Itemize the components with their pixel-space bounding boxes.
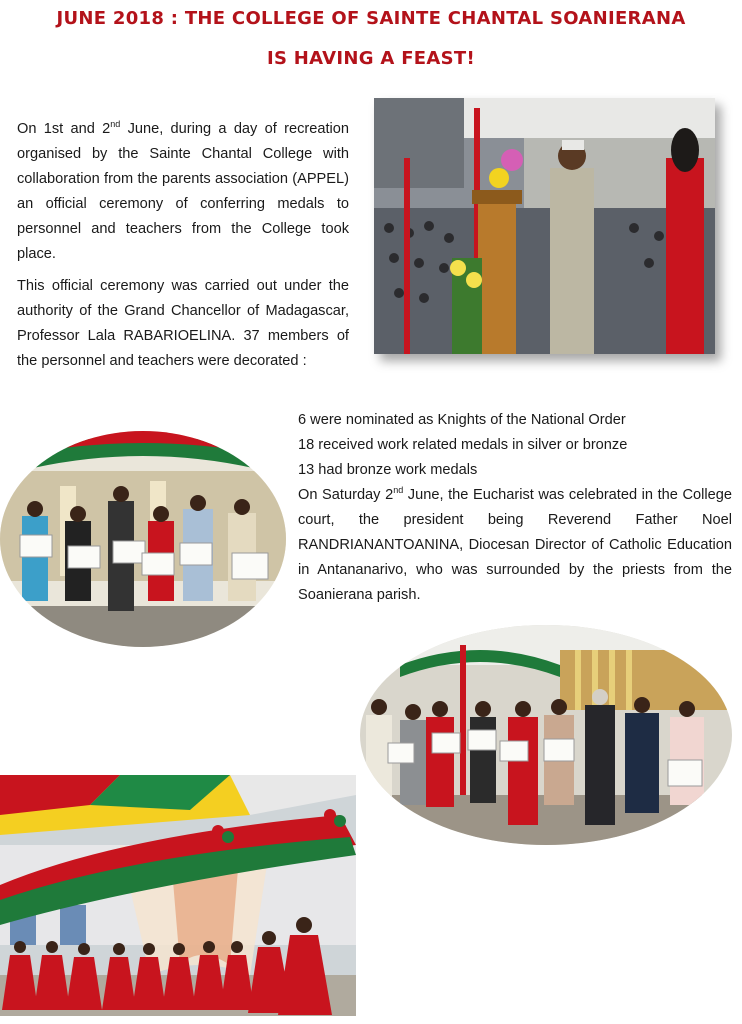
staff-group-scene	[360, 625, 732, 845]
dance-scene	[0, 775, 356, 1016]
intro-paragraph	[17, 117, 349, 267]
list-item: 6 were nominated as Knights of the National Order	[298, 412, 626, 428]
ceremony-paragraph: This official ceremony was carried out under the authority of the Grand Chancellor of Madagascar, Professor Lala RABARIOELINA. 37 members of the personnel and teachers were decorated :	[17, 278, 349, 369]
intro-text-start: On 1st and 2	[17, 121, 111, 137]
certificate-group-scene	[0, 431, 286, 647]
intro-text-end: June, during a day of recreation organised by the Sainte Chantal College with collaboration from the parents association (APPEL) an official ceremony of conferring medals to personnel and teachers from the College took place.	[17, 121, 349, 262]
eucharist-superscript: nd	[393, 485, 404, 496]
list-item: 18 received work related medals in silver or bronze	[298, 437, 628, 453]
intro-superscript: nd	[110, 119, 121, 130]
medals-list	[298, 408, 738, 483]
photo-dance-performance	[0, 775, 356, 1016]
podium-scene	[374, 98, 715, 354]
eucharist-text-end: June, the Eucharist was celebrated in the College court, the president being Reverend Father Noel RANDRIANANTOANINA, Diocesan Director of Catholic Education in Antananarivo, who was surrounded by the priests from the Soanierana parish.	[298, 487, 733, 603]
photo-certificate-group	[0, 431, 286, 647]
eucharist-paragraph	[298, 483, 732, 608]
photo-podium-speech	[374, 98, 715, 354]
photo-staff-group	[360, 625, 732, 845]
title-line-1: JUNE 2018 : THE COLLEGE OF SAINTE CHANTAL SOANIERANA	[56, 8, 686, 29]
list-item: 13 had bronze work medals	[298, 462, 478, 478]
title-line-2: IS HAVING A FEAST!	[266, 48, 475, 69]
eucharist-text-start: On Saturday 2	[298, 487, 394, 503]
